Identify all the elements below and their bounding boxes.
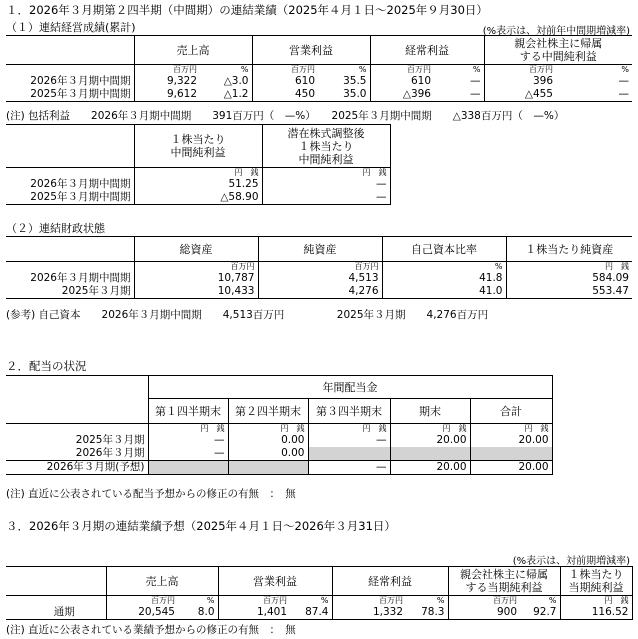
section3-title: ２．配当の状況 — [6, 359, 87, 373]
col-net-income-line1: 親会社株主に帰属 — [514, 37, 603, 50]
cell: 450 — [252, 88, 318, 102]
cell: — — [618, 75, 629, 87]
row-label: 2025年３月期 — [75, 434, 145, 446]
unit-pct: % — [206, 596, 215, 605]
cell: 87.4 — [290, 606, 332, 620]
col-q1: 第１四半期末 — [148, 399, 228, 424]
unit-yen: 円 銭 — [148, 424, 228, 435]
comprehensive-income-note: (注) 包括利益 2026年３月期中間期 391百万円（ —%） 2025年３月期中間期 △338百万円（ —%） — [6, 110, 565, 122]
col-net-income-line1: 親会社株主に帰属 — [460, 568, 548, 581]
col-bps: １株当たり純資産 — [506, 237, 632, 262]
cell-na — [390, 447, 470, 461]
unit-pct: % — [436, 596, 445, 605]
unit: 百万円 — [134, 262, 258, 273]
col-net-income — [448, 567, 560, 596]
table-row — [6, 75, 632, 88]
cell-na — [470, 447, 552, 461]
cell: 553.47 — [506, 285, 632, 299]
unit-million: 百万円 — [218, 596, 290, 607]
row-label: 2026年３月期 — [75, 447, 145, 459]
col-eps-line2: 中間純利益 — [170, 146, 226, 159]
unit-yen: 円 銭 — [560, 596, 632, 607]
col-diluted-eps-line3: 中間純利益 — [298, 152, 354, 166]
cell: 1,401 — [218, 606, 290, 620]
unit-yen: 円 銭 — [470, 424, 552, 435]
col-q2: 第２四半期末 — [228, 399, 308, 424]
cell: — — [148, 447, 228, 461]
cell: 584.09 — [506, 272, 632, 285]
cell: 20.00 — [470, 434, 552, 447]
cell: 10,787 — [134, 272, 258, 285]
unit-million: 百万円 — [252, 65, 318, 76]
section1-title: １．2026年３月期第２四半期（中間期）の連結業績（2025年４月１日～2025年９月30日） — [6, 3, 488, 17]
table-row — [6, 272, 632, 285]
cell: — — [148, 434, 228, 447]
col-total: 合計 — [470, 399, 552, 424]
eps-table — [6, 124, 391, 205]
cell: 610 — [370, 75, 434, 88]
table-row — [6, 88, 632, 102]
cell: 0.00 — [228, 447, 308, 461]
cell: 4,513 — [258, 272, 382, 285]
cell: 20.00 — [470, 461, 552, 475]
section4-title: ３．2026年３月期の連結業績予想（2025年４月１日～2026年３月31日） — [6, 519, 396, 533]
cell: 41.0 — [382, 285, 506, 299]
cell: 51.25 — [134, 178, 262, 191]
col-q3: 第３四半期末 — [308, 399, 390, 424]
row-label: 2026年３月期中間期 — [30, 75, 131, 87]
financial-position-table — [6, 236, 632, 299]
row-label: 2025年３月期 — [6, 285, 134, 299]
table-row — [6, 434, 552, 447]
cell-na — [148, 461, 228, 475]
cell: — — [470, 75, 481, 87]
col-annual-dividend: 年間配当金 — [148, 376, 552, 399]
section1-pct-note: (%表示は、対前年中間期増減率) — [482, 26, 630, 37]
unit: 百万円 — [258, 262, 382, 273]
table-row — [6, 447, 552, 461]
cell: 35.5 — [343, 75, 367, 87]
col-year-end: 期末 — [390, 399, 470, 424]
equity-reference-note: (参考) 自己資本 2026年３月期中間期 4,513百万円 2025年３月期 4,276百万円 — [6, 309, 489, 321]
section2-title: （２）連結財政状態 — [6, 222, 105, 235]
col-eps — [134, 125, 262, 168]
cell: — — [308, 434, 390, 447]
unit-yen: 円 銭 — [390, 424, 470, 435]
cell: — — [262, 178, 390, 191]
row-label: 2026年３月期中間期 — [30, 272, 131, 284]
unit: % — [382, 262, 506, 273]
forecast-revision-note: (注) 直近に公表されている業績予想からの修正の有無 ： 無 — [6, 624, 296, 636]
section4-pct-note: (%表示は、対前期増減率) — [512, 556, 630, 567]
cell: 9,322 — [134, 75, 200, 88]
table-row — [6, 285, 632, 299]
col-sales: 売上高 — [134, 36, 252, 65]
col-equity-ratio: 自己資本比率 — [382, 237, 506, 262]
table-row — [6, 191, 390, 205]
cell: 20.00 — [390, 434, 470, 447]
unit-pct: % — [240, 65, 249, 74]
col-diluted-eps-line2: １株当たり — [298, 139, 354, 153]
cell: 41.8 — [382, 272, 506, 285]
operating-results-table — [6, 35, 632, 102]
dividend-revision-note: (注) 直近に公表されている配当予想からの修正の有無 ： 無 — [6, 488, 296, 500]
cell-na — [228, 461, 308, 475]
unit-yen: 円 銭 — [134, 168, 262, 179]
cell: 20.00 — [390, 461, 470, 475]
cell: 78.3 — [406, 606, 448, 620]
section1-subtitle: （１）連結経営成績(累計) — [6, 21, 136, 34]
cell-na — [308, 447, 390, 461]
col-diluted-eps — [262, 125, 390, 168]
unit-million: 百万円 — [332, 596, 406, 607]
cell: △455 — [484, 88, 556, 102]
cell: △3.0 — [223, 75, 249, 87]
cell: 116.52 — [560, 606, 632, 620]
unit-pct: % — [548, 596, 557, 605]
row-label: 2025年３月期中間期 — [6, 88, 134, 102]
unit-pct: % — [621, 65, 629, 74]
unit-pct: % — [358, 65, 367, 74]
col-eps-line1: １株当たり — [170, 133, 226, 146]
cell: 35.0 — [318, 88, 370, 102]
col-sales: 売上高 — [106, 567, 218, 596]
row-label: 通期 — [6, 606, 106, 620]
unit-million: 百万円 — [484, 65, 556, 76]
cell: 9,612 — [134, 88, 200, 102]
cell: 92.7 — [520, 606, 560, 620]
row-label: 2026年３月期中間期 — [30, 178, 131, 190]
cell: — — [434, 88, 484, 102]
unit-yen: 円 銭 — [308, 424, 390, 435]
row-label: 2025年３月期中間期 — [6, 191, 134, 205]
cell: — — [556, 88, 632, 102]
cell: △58.90 — [134, 191, 262, 205]
col-ordinary-profit: 経常利益 — [332, 567, 448, 596]
unit-pct: % — [320, 596, 329, 605]
unit-pct: % — [472, 65, 481, 74]
unit: 円 銭 — [506, 262, 632, 273]
cell: 20,545 — [106, 606, 178, 620]
table-row — [6, 178, 390, 191]
cell: 1,332 — [332, 606, 406, 620]
cell: 10,433 — [134, 285, 258, 299]
table-row — [6, 606, 632, 620]
cell: 900 — [448, 606, 520, 620]
col-operating-profit: 営業利益 — [252, 36, 370, 65]
table-row — [6, 461, 552, 475]
col-diluted-eps-line1: 潜在株式調整後 — [287, 126, 365, 140]
cell: 610 — [252, 75, 318, 88]
cell: — — [262, 191, 390, 205]
col-net-assets: 純資産 — [258, 237, 382, 262]
cell: — — [308, 461, 390, 475]
unit-yen: 円 銭 — [228, 424, 308, 435]
dividend-table — [6, 375, 553, 475]
unit-million: 百万円 — [448, 596, 520, 607]
unit-million: 百万円 — [134, 65, 200, 76]
cell: △1.2 — [200, 88, 252, 102]
cell: △396 — [370, 88, 434, 102]
cell: 0.00 — [228, 434, 308, 447]
unit-yen: 円 銭 — [262, 168, 390, 179]
col-net-income-line2: する中間純利益 — [519, 50, 597, 63]
col-net-income — [484, 36, 632, 65]
col-operating-profit: 営業利益 — [218, 567, 332, 596]
col-eps-line2: 当期純利益 — [568, 581, 624, 594]
col-eps-line1: １株当たり — [568, 568, 624, 581]
row-label: 2026年３月期(予想) — [6, 461, 148, 475]
col-ordinary-profit: 経常利益 — [370, 36, 484, 65]
unit-million: 百万円 — [106, 596, 178, 607]
col-eps — [560, 567, 632, 596]
unit-million: 百万円 — [370, 65, 434, 76]
cell: 396 — [484, 75, 556, 88]
cell: 8.0 — [178, 606, 218, 620]
cell: 4,276 — [258, 285, 382, 299]
col-total-assets: 総資産 — [134, 237, 258, 262]
forecast-table — [6, 566, 633, 620]
col-net-income-line2: する当期純利益 — [465, 581, 543, 594]
